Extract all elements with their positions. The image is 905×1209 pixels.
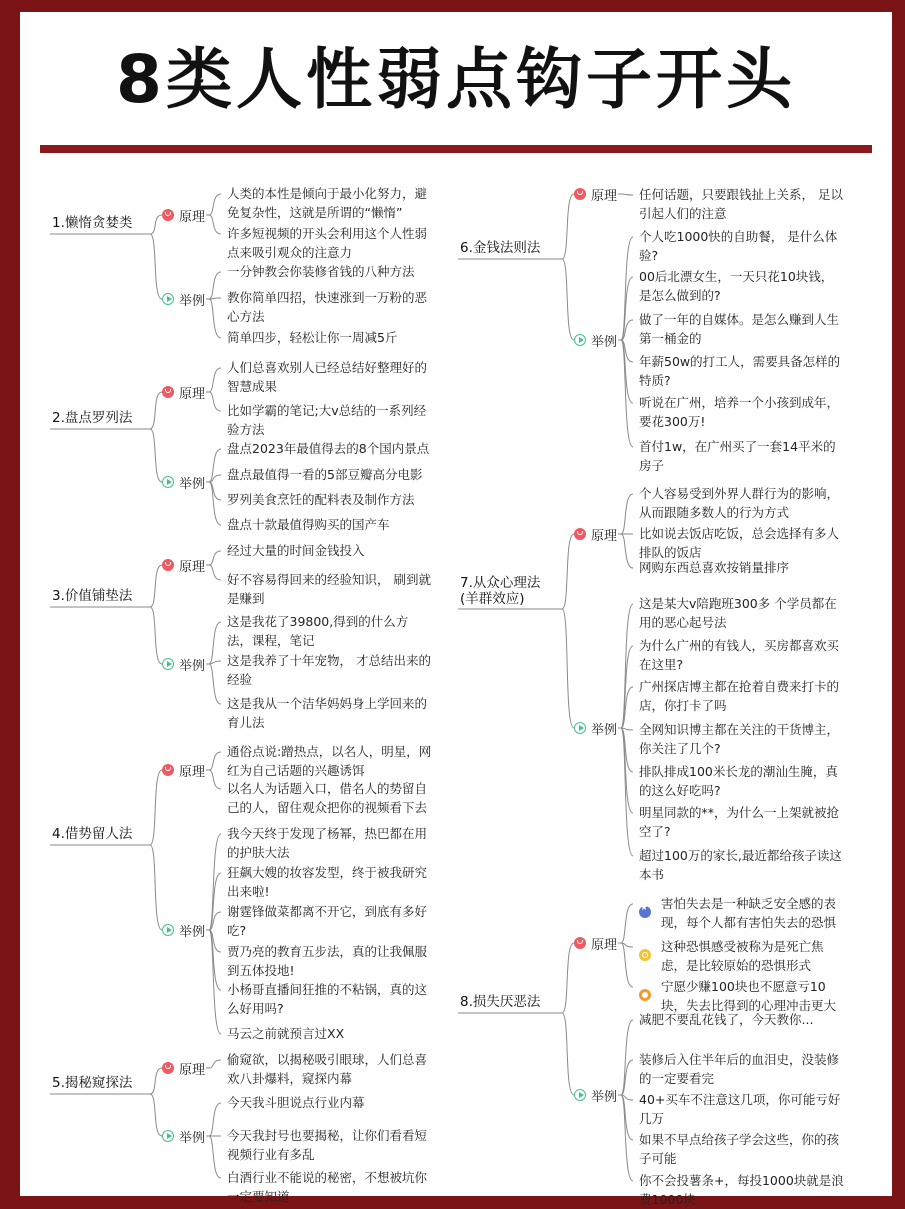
- leaf-item: 以名人为话题入口，借名人的势留自己的人，留住观众把你的视频看下去: [227, 781, 428, 815]
- blue-star-icon: [639, 906, 651, 918]
- item-connector: [209, 1103, 221, 1136]
- leaf-item: 我今天终于发现了杨幂，热巴都在用的护肤大法: [227, 826, 428, 860]
- green-play-icon: [162, 924, 174, 936]
- branch-label: 举例: [591, 1090, 618, 1105]
- item-connector: [621, 904, 633, 943]
- topic-branch-connector: [150, 1068, 162, 1094]
- leaf-item: 贾乃亮的教育五步法，真的让我佩服到五体投地!: [227, 944, 428, 978]
- item-connector: [621, 194, 633, 195]
- leaf-item: 狂飙大嫂的妆容发型，终于被我研究出来啦!: [227, 865, 428, 899]
- item-connector: [209, 1060, 221, 1068]
- topic-branch-connector: [150, 429, 162, 482]
- leaf-item: 比如说去饭店吃饭，总会选择有多人排队的饭店: [639, 526, 840, 560]
- item-connector: [209, 770, 221, 789]
- item-connector: [209, 392, 221, 411]
- topic-branch-connector: [150, 234, 162, 299]
- red-circle-icon: [162, 559, 174, 571]
- orange-circle-icon: [639, 989, 651, 1001]
- topic-label: 8.损失厌恶法: [460, 994, 541, 1010]
- branch-label: 举例: [179, 477, 206, 492]
- leaf-item: 盘点最值得一看的5部豆瓣高分电影: [227, 467, 423, 482]
- topic-label: 4.借势留人法: [52, 826, 133, 842]
- leaf-item: 白酒行业不能说的秘密，不想被坑你一定要知道: [227, 1170, 428, 1204]
- topic-branch-connector: [562, 943, 574, 1013]
- leaf-item: 装修后入住半年后的血泪史，没装修的一定要看完: [639, 1052, 840, 1086]
- leaf-item: 比如学霸的笔记;大v总结的一系列经验方法: [227, 403, 427, 437]
- leaf-item: 好不容易得回来的经验知识， 刷到就是赚到: [227, 572, 431, 606]
- item-connector: [621, 1020, 633, 1095]
- branch-label: 原理: [591, 189, 618, 204]
- leaf-item: 偷窥欲，以揭秘吸引眼球，人们总喜欢八卦爆料，窥探内幕: [227, 1052, 428, 1086]
- leaf-item: 教你简单四招，快速涨到一万粉的恶心方法: [227, 290, 428, 324]
- red-circle-icon: [574, 188, 586, 200]
- item-connector: [621, 534, 633, 568]
- branch-label: 原理: [591, 938, 618, 953]
- leaf-item: 全网知识博主都在关注的干货博主，你关注了几个?: [639, 722, 840, 756]
- item-connector: [209, 1136, 221, 1178]
- leaf-item: 害怕失去是一种缺乏安全感的表现，每个人都有害怕失去的恐惧: [661, 896, 837, 930]
- leaf-item: 个人吃1000快的自助餐， 是什么体验?: [639, 229, 838, 263]
- leaf-item: 这是我养了十年宠物， 才总结出来的经验: [227, 653, 431, 687]
- item-connector: [621, 277, 633, 340]
- leaf-item: 00后北漂女生，一天只花10块钱，是怎么做到的?: [639, 269, 834, 303]
- leaf-item: 这是我从一个洁华妈妈身上学回来的育儿法: [227, 696, 428, 730]
- green-play-icon: [574, 722, 586, 734]
- green-play-icon: [162, 1130, 174, 1142]
- leaf-item: 个人容易受到外界人群行为的影响，从而跟随多数人的行为方式: [639, 486, 840, 520]
- item-connector: [209, 664, 221, 704]
- leaf-item: 通俗点说:蹭热点，以名人，明星，网红为自己话题的兴趣诱饵: [227, 744, 432, 778]
- leaf-item: 宁愿少赚100块也不愿意亏10块，失去比得到的心理冲击更大: [661, 979, 837, 1013]
- leaf-item: 任何话题，只要跟钱扯上关系， 足以引起人们的注意: [639, 187, 843, 221]
- branch-label: 原理: [179, 210, 206, 225]
- item-connector: [621, 943, 633, 987]
- topic-label: 1.懒惰贪婪类: [52, 215, 133, 231]
- topic-label: 2.盘点罗列法: [52, 410, 133, 426]
- item-connector: [621, 340, 633, 403]
- item-connector: [209, 565, 221, 580]
- branch-label: 举例: [179, 659, 206, 674]
- topic-label: 7.从众心理法: [460, 575, 541, 591]
- item-connector: [209, 752, 221, 770]
- red-circle-icon: [574, 937, 586, 949]
- leaf-item: 盘点十款最值得购买的国产车: [227, 517, 390, 532]
- leaf-item: 网购东西总喜欢按销量排序: [639, 560, 790, 575]
- topic-branch-connector: [150, 607, 162, 664]
- leaf-item: 这种恐惧感受被称为是死亡焦虑，是比较原始的恐惧形式: [661, 939, 824, 973]
- topic-branch-connector: [150, 845, 162, 930]
- leaf-item: 首付1w，在广州买了一套14平米的房子: [639, 439, 836, 473]
- mindmap-page: [20, 12, 892, 1207]
- red-circle-icon: [574, 528, 586, 540]
- leaf-item: 年薪50w的打工人，需要具备怎样的特质?: [639, 354, 841, 388]
- red-circle-icon: [162, 209, 174, 221]
- leaf-item: 明星同款的**，为什么一上架就被抢空了?: [639, 805, 840, 839]
- item-connector: [621, 1095, 633, 1181]
- leaf-item: 广州探店博主都在抢着自费来打卡的店，你打卡了吗: [639, 679, 840, 713]
- leaf-item: 听说在广州，培养一个小孩到成年，要花300万!: [639, 395, 840, 429]
- leaf-item: 罗列美食烹饪的配料表及制作方法: [227, 492, 415, 507]
- branch-label: 举例: [591, 335, 618, 350]
- topic-branch-connector: [562, 534, 574, 609]
- item-connector: [209, 299, 221, 338]
- branch-label: 举例: [179, 294, 206, 309]
- leaf-item: 今天我斗胆说点行业内幕: [227, 1095, 365, 1110]
- topic-branch-connector: [562, 194, 574, 259]
- leaf-item: 如果不早点给孩子学会这些，你的孩子可能: [639, 1132, 840, 1166]
- leaf-item: 排队排成100米长龙的潮汕生腌，真的这么好吃吗?: [639, 764, 838, 798]
- leaf-item: 为什么广州的有钱人，买房都喜欢买在这里?: [639, 638, 840, 672]
- topic-branch-connector: [562, 609, 574, 728]
- leaf-item: 马云之前就预言过XX: [227, 1026, 345, 1041]
- item-connector: [209, 622, 221, 664]
- page-title: 8类人性弱点钩子开头: [116, 41, 796, 118]
- leaf-item: 今天我封号也要揭秘，让你们看看短视频行业有多乱: [227, 1128, 428, 1162]
- topic-branch-connector: [150, 770, 162, 845]
- topic-branch-connector: [150, 565, 162, 607]
- item-connector: [209, 272, 221, 299]
- leaf-item: 经过大量的时间金钱投入: [227, 543, 365, 558]
- leaf-item: 这是我花了39800,得到的什么方法，课程，笔记: [227, 614, 409, 648]
- topic-branch-connector: [562, 259, 574, 340]
- item-connector: [209, 215, 221, 234]
- leaf-item: 盘点2023年最值得去的8个国内景点: [227, 441, 430, 456]
- green-play-icon: [162, 293, 174, 305]
- item-connector: [209, 551, 221, 565]
- item-connector: [209, 873, 221, 930]
- leaf-item: 小杨哥直播间狂推的不粘锅，真的这么好用吗?: [227, 982, 428, 1016]
- item-connector: [209, 930, 221, 990]
- red-circle-icon: [162, 764, 174, 776]
- leaf-item: 做了一年的自媒体。是怎么赚到人生第一桶金的: [639, 312, 840, 346]
- leaf-item: 这是某大v陪跑班300多 个学员都在用的恶心起号法: [639, 596, 837, 630]
- topic-branch-connector: [150, 1094, 162, 1136]
- branch-label: 举例: [591, 723, 618, 738]
- item-connector: [209, 368, 221, 392]
- item-connector: [209, 482, 221, 525]
- branch-label: 原理: [179, 387, 206, 402]
- green-play-icon: [162, 476, 174, 488]
- branch-label: 举例: [179, 925, 206, 940]
- topic-branch-connector: [562, 1013, 574, 1095]
- item-connector: [209, 194, 221, 215]
- item-connector: [621, 728, 633, 813]
- branch-label: 举例: [179, 1131, 206, 1146]
- green-play-icon: [162, 658, 174, 670]
- leaf-item: 减肥不要乱花钱了，今天教你...: [639, 1012, 814, 1027]
- leaf-item: 40+买车不注意这几项，你可能亏好几万: [639, 1092, 841, 1126]
- leaf-item: 你不会投薯条+，每投1000块就是浪费1000块: [639, 1173, 844, 1207]
- topic-branch-connector: [150, 392, 162, 429]
- branch-label: 原理: [179, 765, 206, 780]
- topic-label: 5.揭秘窥探法: [52, 1075, 133, 1091]
- leaf-item: 人类的本性是倾向于最小化努力，避免复杂性，这就是所谓的“懒惰”: [227, 186, 428, 220]
- leaf-item: 人们总喜欢别人已经总结好整理好的智慧成果: [227, 360, 428, 394]
- topic-label: 6.金钱法则法: [460, 240, 541, 256]
- green-play-icon: [574, 1089, 586, 1101]
- topic-branch-connector: [150, 215, 162, 234]
- topic-label: 3.价值铺垫法: [52, 588, 133, 604]
- leaf-item: 谢霆锋做菜都离不开它，到底有多好吃?: [227, 904, 428, 938]
- leaf-item: 简单四步，轻松让你一周减5斤: [227, 330, 398, 345]
- yellow-circle-icon: [639, 949, 651, 961]
- leaf-item: 超过100万的家长,最近都给孩子读这本书: [639, 848, 842, 882]
- leaf-item: 一分钟教会你装修省钱的八种方法: [227, 264, 415, 279]
- branch-label: 原理: [179, 1063, 206, 1078]
- leaf-item: 许多短视频的开头会利用这个人性弱点来吸引观众的注意力: [227, 226, 428, 260]
- red-circle-icon: [162, 386, 174, 398]
- branch-label: 原理: [591, 529, 618, 544]
- topic-sublabel: (羊群效应): [460, 591, 525, 607]
- red-circle-icon: [162, 1062, 174, 1074]
- item-connector: [621, 494, 633, 534]
- green-play-icon: [574, 334, 586, 346]
- branch-label: 原理: [179, 560, 206, 575]
